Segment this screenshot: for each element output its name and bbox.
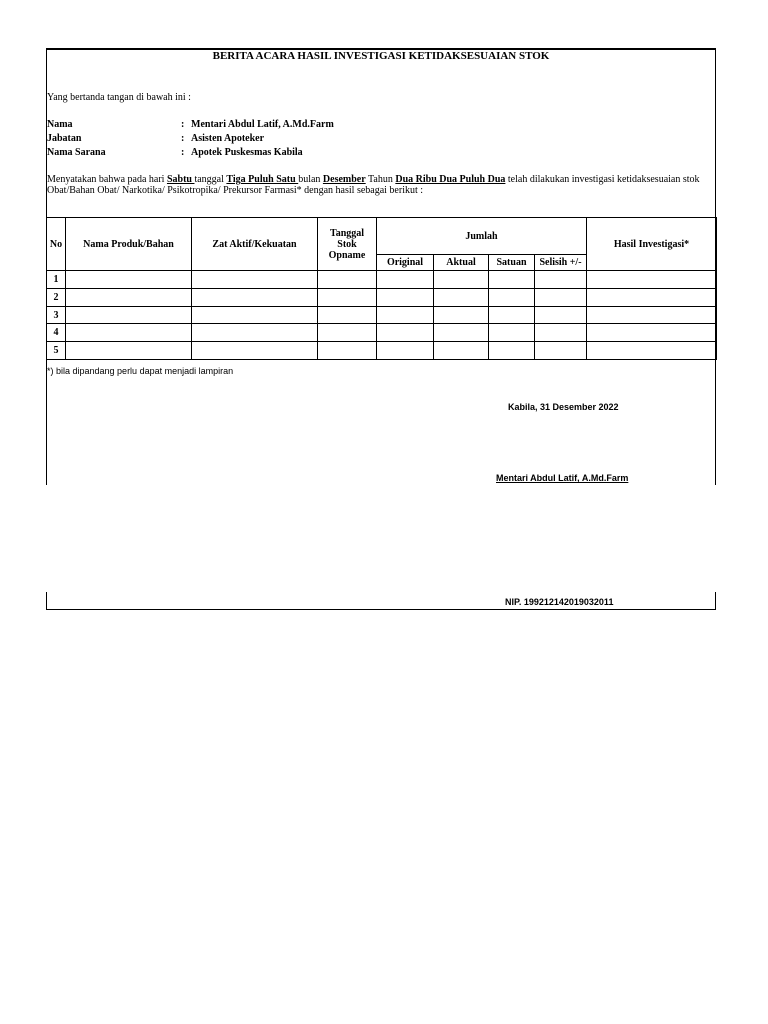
statement-text: Tahun — [365, 174, 396, 185]
statement-line-2: Obat/Bahan Obat/ Narkotika/ Psikotropika/ Prekursor Farmasi* dengan hasil sebagai berikut : — [47, 185, 424, 196]
table-cell — [587, 342, 717, 360]
header-opname-date-line: Opname — [328, 249, 366, 261]
table-cell — [434, 289, 489, 307]
statement-line-1 — [47, 174, 700, 185]
table-cell — [377, 289, 434, 307]
header-opname-date-line: Tanggal — [329, 227, 365, 239]
frame-bottom-border — [46, 609, 716, 610]
field-value-nama: Mentari Abdul Latif, A.Md.Farm — [191, 119, 334, 130]
header-substance: Zat Aktif/Kekuatan — [192, 218, 318, 271]
table-cell — [489, 289, 535, 307]
field-label-nama-sarana: Nama Sarana — [47, 147, 106, 158]
row-number: 4 — [47, 324, 66, 342]
table-cell — [489, 324, 535, 342]
header-opname-date — [318, 218, 377, 271]
table-row — [47, 289, 717, 307]
table-cell — [434, 307, 489, 324]
table-cell — [377, 307, 434, 324]
field-separator: : — [181, 147, 185, 158]
statement-day: Sabtu — [166, 174, 195, 185]
statement-text: telah dilakukan investigasi ketidaksesuaian stok — [505, 174, 700, 185]
frame-right-border-lower — [715, 592, 716, 610]
field-label-nama: Nama — [47, 119, 73, 130]
statement-month: Desember — [322, 174, 366, 185]
row-number: 1 — [47, 271, 66, 289]
statement-year: Dua Ribu Dua Puluh Dua — [395, 174, 506, 185]
table-cell — [535, 342, 587, 360]
field-label-jabatan: Jabatan — [47, 133, 82, 144]
table-cell — [66, 307, 192, 324]
header-original: Original — [377, 255, 434, 271]
header-jumlah: Jumlah — [377, 218, 587, 255]
table-cell — [318, 324, 377, 342]
table-cell — [66, 324, 192, 342]
table-row — [47, 324, 717, 342]
statement-text: tanggal — [194, 174, 227, 185]
statement-text: Menyatakan bahwa pada hari — [47, 174, 167, 185]
row-number: 2 — [47, 289, 66, 307]
table-cell — [377, 271, 434, 289]
intro-text: Yang bertanda tangan di bawah ini : — [47, 92, 191, 103]
frame-left-border-lower — [46, 592, 47, 610]
table-cell — [192, 271, 318, 289]
table-row — [47, 342, 717, 360]
table-cell — [587, 324, 717, 342]
table-cell — [318, 307, 377, 324]
row-number: 3 — [47, 307, 66, 324]
table-cell — [587, 307, 717, 324]
table-cell — [535, 289, 587, 307]
header-opname-date-line: Stok — [337, 238, 357, 250]
table-cell — [66, 271, 192, 289]
header-product: Nama Produk/Bahan — [66, 218, 192, 271]
signer-name: Mentari Abdul Latif, A.Md.Farm — [496, 473, 629, 483]
table-row — [47, 271, 717, 289]
footnote: *) bila dipandang perlu dapat menjadi lampiran — [47, 366, 234, 376]
field-value-jabatan: Asisten Apoteker — [191, 133, 265, 144]
place-date: Kabila, 31 Desember 2022 — [508, 402, 619, 412]
table-row — [47, 307, 717, 324]
field-value-nama-sarana: Apotek Puskesmas Kabila — [191, 147, 303, 158]
table-cell — [434, 342, 489, 360]
header-selisih: Selisih +/- — [535, 255, 587, 271]
statement-date: Tiga Puluh Satu — [226, 174, 299, 185]
header-aktual: Aktual — [434, 255, 489, 271]
table-cell — [192, 289, 318, 307]
table-cell — [587, 289, 717, 307]
table-cell — [192, 307, 318, 324]
field-separator: : — [181, 133, 185, 144]
table-cell — [434, 324, 489, 342]
stock-investigation-table — [46, 217, 717, 360]
table-cell — [489, 307, 535, 324]
table-cell — [377, 324, 434, 342]
table-cell — [535, 324, 587, 342]
header-result: Hasil Investigasi* — [587, 218, 717, 271]
table-cell — [318, 271, 377, 289]
table-cell — [318, 289, 377, 307]
table-cell — [587, 271, 717, 289]
document-title: BERITA ACARA HASIL INVESTIGASI KETIDAKSESUAIAN STOK — [212, 50, 550, 62]
table-cell — [489, 271, 535, 289]
signer-nip: NIP. 199212142019032011 — [505, 597, 614, 607]
table-cell — [192, 342, 318, 360]
table-cell — [318, 342, 377, 360]
row-number: 5 — [47, 342, 66, 360]
table-cell — [192, 324, 318, 342]
field-separator: : — [181, 119, 185, 130]
table-cell — [66, 342, 192, 360]
table-cell — [489, 342, 535, 360]
table-cell — [377, 342, 434, 360]
table-cell — [535, 307, 587, 324]
table-header-row — [47, 218, 717, 255]
table-cell — [434, 271, 489, 289]
table-cell — [66, 289, 192, 307]
table-cell — [535, 271, 587, 289]
header-satuan: Satuan — [489, 255, 535, 271]
statement-text: bulan — [298, 174, 323, 185]
header-no: No — [47, 218, 66, 271]
